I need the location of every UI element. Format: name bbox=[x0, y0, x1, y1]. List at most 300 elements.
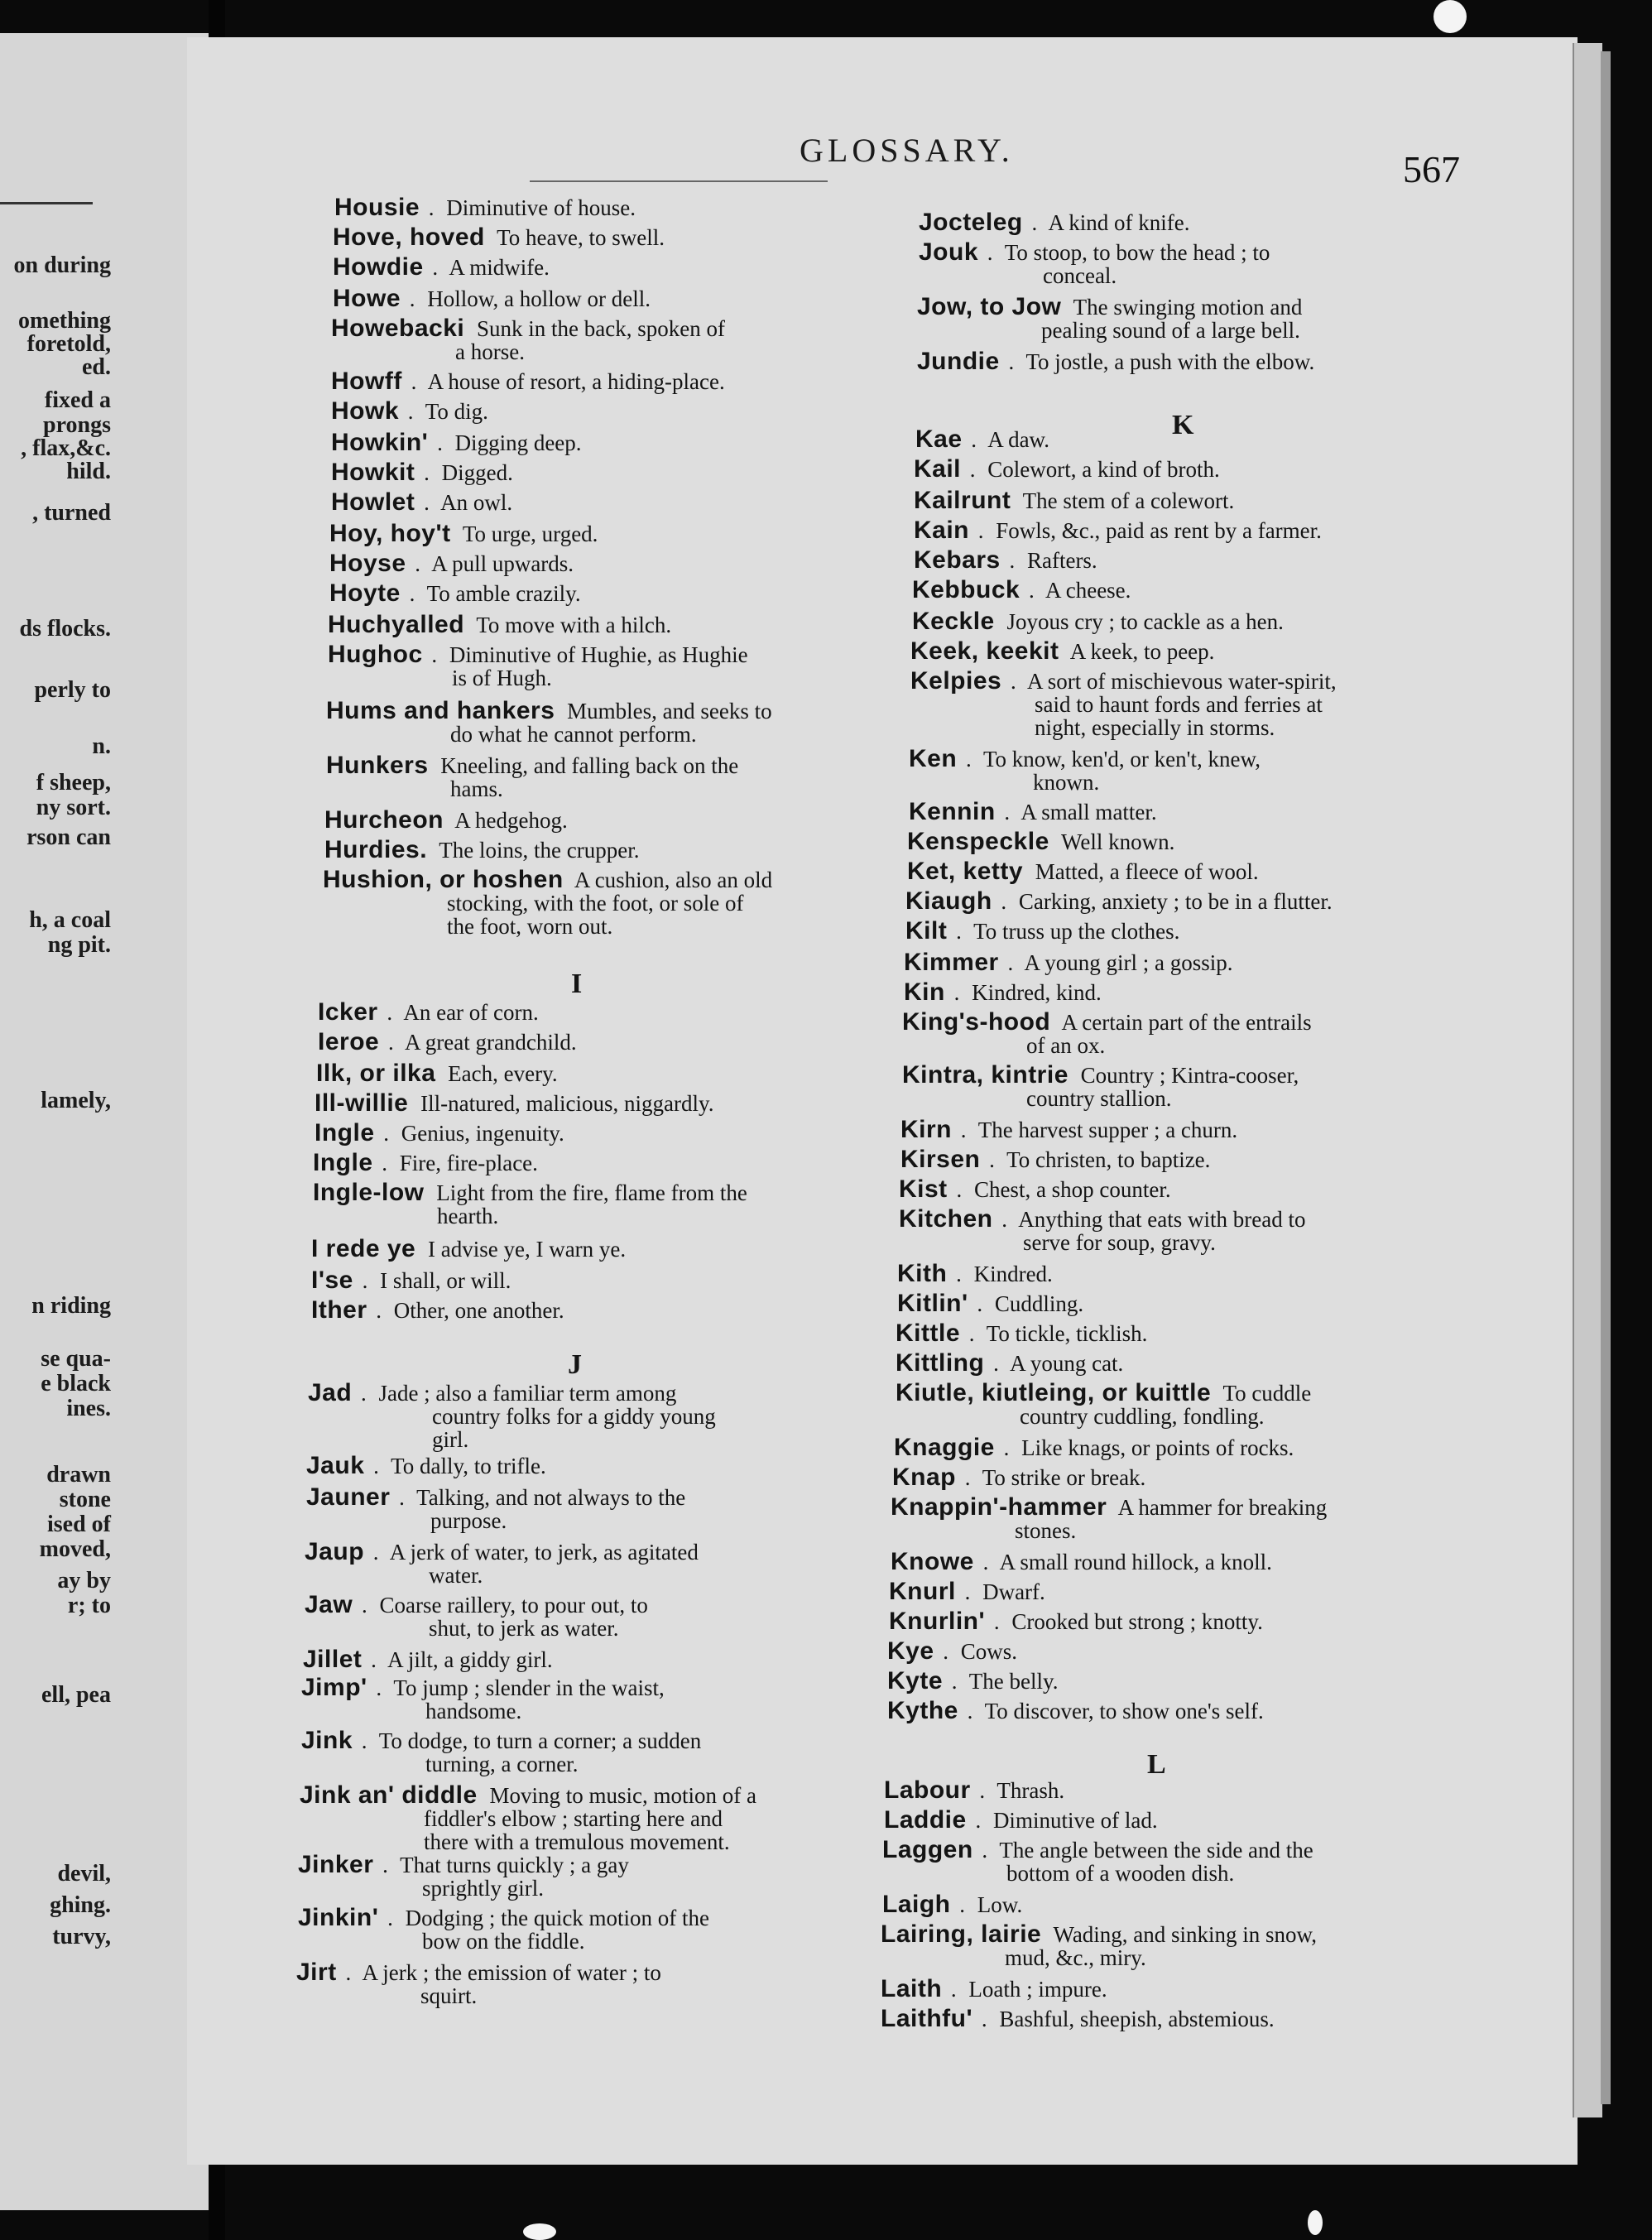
definition-text: I advise ye, I warn ye. bbox=[422, 1237, 627, 1262]
definition-text: Fowls, &c., paid as rent by a farmer. bbox=[990, 518, 1322, 543]
definition-text: Digging deep. bbox=[449, 430, 582, 455]
entry-separator: . bbox=[370, 1298, 382, 1323]
previous-page-text: perly to bbox=[34, 677, 111, 703]
definition-text: A jerk of water, to jerk, as agitated bbox=[385, 1540, 699, 1565]
glossary-entry bbox=[329, 522, 598, 546]
headword: Howk bbox=[331, 397, 400, 425]
definition-text: To amble crazily. bbox=[421, 581, 581, 606]
entry-separator: . bbox=[1001, 950, 1014, 975]
previous-page-text: devil, bbox=[57, 1861, 111, 1887]
headword: Ket, ketty bbox=[907, 858, 1024, 885]
previous-page-text: ised of bbox=[47, 1512, 111, 1537]
glossary-entry bbox=[301, 1676, 665, 1723]
glossary-entry bbox=[301, 1729, 701, 1776]
headword: Jad bbox=[308, 1379, 353, 1406]
glossary-entry bbox=[887, 1637, 1018, 1665]
definition-text: Coarse raillery, to pour out, to bbox=[373, 1593, 648, 1618]
headword: Ieroe bbox=[318, 1028, 380, 1055]
definition-text: the foot, worn out. bbox=[447, 914, 613, 939]
definition-text: said to haunt fords and ferries at bbox=[1035, 692, 1323, 717]
definition-text: A hammer for breaking bbox=[1113, 1495, 1328, 1520]
headword: Laddie bbox=[884, 1806, 967, 1834]
glossary-entry bbox=[904, 951, 1232, 974]
headword: Laithfu' bbox=[881, 2005, 973, 2032]
glossary-entry bbox=[907, 830, 1174, 853]
entry-separator: . bbox=[976, 2007, 987, 2031]
glossary-entry bbox=[910, 637, 1215, 665]
previous-page-text: ay by bbox=[57, 1568, 111, 1593]
headword: Ken bbox=[909, 745, 958, 772]
definition-text: bow on the fiddle. bbox=[422, 1929, 585, 1954]
glossary-entry bbox=[881, 1920, 1318, 1970]
glossary-entry bbox=[331, 397, 488, 425]
glossary-entry bbox=[891, 1550, 1272, 1574]
entry-separator: . bbox=[958, 1579, 971, 1604]
entry-separator: . bbox=[1003, 548, 1016, 573]
definition-text: Diminutive of Hughie, as Hughie bbox=[444, 642, 748, 667]
glossary-entry bbox=[897, 1292, 1083, 1315]
entry-separator: . bbox=[971, 1291, 983, 1316]
definition-text: Ill-natured, malicious, niggardly. bbox=[415, 1091, 714, 1116]
entry-separator: . bbox=[972, 518, 984, 543]
entry-separator: . bbox=[976, 1838, 988, 1863]
headword: Jundie bbox=[917, 348, 1000, 375]
entry-separator: . bbox=[998, 800, 1011, 824]
glossary-entry bbox=[914, 455, 1220, 483]
definition-text: country folks for a giddy young bbox=[432, 1404, 716, 1429]
definition-text: serve for soup, gravy. bbox=[1023, 1230, 1216, 1255]
glossary-entry bbox=[894, 1436, 1294, 1459]
headword: Laigh bbox=[882, 1891, 951, 1918]
glossary-entry bbox=[331, 461, 513, 484]
entry-separator: . bbox=[356, 1593, 367, 1618]
headword: Kelpies bbox=[910, 667, 1002, 695]
entry-separator: . bbox=[370, 1675, 382, 1700]
headword: Knurl bbox=[889, 1578, 956, 1605]
previous-page-text: foretold, bbox=[26, 331, 111, 357]
glossary-entry bbox=[315, 1119, 564, 1146]
glossary-entry bbox=[915, 425, 1050, 453]
headword: Kiutle, kiutleing, or kuittle bbox=[896, 1379, 1212, 1406]
entry-separator: . bbox=[945, 1977, 957, 2002]
definition-text: The angle between the side and the bbox=[994, 1838, 1313, 1863]
headword: Kain bbox=[914, 517, 970, 544]
definition-text: night, especially in storms. bbox=[1035, 715, 1275, 740]
headword: Hushion, or hoshen bbox=[323, 866, 564, 893]
headword: Ilk, or ilka bbox=[316, 1060, 436, 1087]
definition-text: do what he cannot perform. bbox=[450, 722, 697, 747]
definition-text: Thrash. bbox=[992, 1778, 1065, 1803]
headword: Ingle bbox=[315, 1119, 375, 1146]
definition-text: A sort of mischievous water-spirit, bbox=[1022, 669, 1337, 694]
entry-separator: . bbox=[1025, 210, 1038, 235]
definition-text: A certain part of the entrails bbox=[1057, 1010, 1312, 1035]
previous-page-text: omething bbox=[18, 308, 111, 334]
headword: Jocteleg bbox=[919, 209, 1023, 236]
glossary-entry bbox=[899, 1205, 1306, 1255]
definition-text: A cheese. bbox=[1040, 578, 1131, 603]
headword: Kirsen bbox=[900, 1146, 981, 1173]
glossary-entry bbox=[296, 1961, 661, 2007]
headword: Jauk bbox=[306, 1452, 365, 1479]
headword: Howlet bbox=[331, 488, 415, 516]
headword: Hove, hoved bbox=[333, 224, 485, 251]
glossary-entry bbox=[331, 488, 513, 516]
headword: Jaw bbox=[305, 1591, 353, 1618]
definition-text: Well known. bbox=[1055, 829, 1175, 854]
entry-separator: . bbox=[996, 1207, 1008, 1232]
glossary-entry bbox=[300, 1781, 756, 1854]
glossary-entry bbox=[884, 1776, 1065, 1804]
definition-text: Kneeling, and falling back on the bbox=[435, 753, 739, 778]
definition-text: Rafters. bbox=[1021, 548, 1097, 573]
glossary-entry bbox=[324, 806, 568, 834]
headword: Icker bbox=[318, 998, 378, 1026]
glossary-entry bbox=[326, 754, 738, 800]
entry-separator: . bbox=[377, 1853, 388, 1877]
previous-page-text: ed. bbox=[82, 354, 111, 380]
entry-separator: . bbox=[950, 1177, 963, 1202]
definition-text: Diminutive of house. bbox=[440, 195, 636, 220]
entry-separator: . bbox=[376, 1151, 388, 1175]
entry-separator: . bbox=[997, 1435, 1010, 1460]
definition-text: A hedgehog. bbox=[450, 808, 568, 833]
definition-text: To jump ; slender in the waist, bbox=[388, 1675, 665, 1700]
previous-page-text: hild. bbox=[66, 459, 111, 484]
definition-text: Sunk in the back, spoken of bbox=[471, 316, 725, 341]
glossary-entry bbox=[882, 1836, 1313, 1886]
entry-separator: . bbox=[982, 240, 993, 265]
definition-text: To dodge, to turn a corner; a sudden bbox=[373, 1728, 702, 1753]
definition-text: To stoop, to bow the head ; to bbox=[999, 240, 1270, 265]
definition-text: Crooked but strong ; knotty. bbox=[1006, 1609, 1263, 1634]
entry-separator: . bbox=[948, 980, 960, 1005]
headword: Keek, keekit bbox=[910, 637, 1059, 665]
headword: Knap bbox=[892, 1464, 956, 1491]
definition-text: Carking, anxiety ; to be in a flutter. bbox=[1013, 889, 1333, 914]
definition-text: stocking, with the foot, or sole of bbox=[447, 891, 744, 916]
glossary-entry bbox=[917, 350, 1314, 373]
glossary-entry bbox=[887, 1699, 1264, 1723]
entry-separator: . bbox=[959, 1465, 971, 1490]
glossary-entry bbox=[318, 998, 539, 1026]
entry-separator: . bbox=[426, 255, 439, 280]
headword: Jinker bbox=[298, 1851, 374, 1878]
headword: Housie bbox=[334, 194, 420, 221]
glossary-entry bbox=[889, 1610, 1263, 1633]
previous-page-text: rson can bbox=[26, 824, 111, 850]
glossary-entry bbox=[897, 1262, 1053, 1286]
headword: Kimmer bbox=[904, 949, 999, 976]
previous-page-text: ines. bbox=[66, 1396, 111, 1421]
entry-separator: . bbox=[946, 1669, 958, 1694]
definition-text: is of Hugh. bbox=[452, 666, 552, 690]
entry-separator: . bbox=[381, 1000, 393, 1025]
previous-page-fragment bbox=[0, 33, 209, 2210]
section-letter: J bbox=[568, 1349, 582, 1380]
headword: Hurdies. bbox=[324, 836, 428, 863]
definition-text: Diminutive of lad. bbox=[987, 1808, 1158, 1833]
glossary-entry bbox=[328, 643, 748, 690]
glossary-entry bbox=[900, 1118, 1237, 1142]
definition-text: A great grandchild. bbox=[400, 1030, 577, 1055]
definition-text: To dally, to trifle. bbox=[385, 1454, 546, 1478]
definition-text: a horse. bbox=[455, 339, 525, 364]
glossary-entry bbox=[298, 1853, 629, 1900]
definition-text: The swinging motion and bbox=[1068, 295, 1303, 320]
entry-separator: . bbox=[960, 747, 972, 772]
glossary-entry bbox=[331, 431, 582, 454]
glossary-entry bbox=[905, 887, 1333, 915]
entry-separator: . bbox=[973, 1778, 986, 1803]
entry-separator: . bbox=[964, 457, 976, 482]
headword: Kintra, kintrie bbox=[902, 1061, 1069, 1089]
definition-text: An owl. bbox=[435, 490, 513, 515]
headword: Jauner bbox=[306, 1483, 391, 1511]
headword: Keckle bbox=[912, 608, 995, 635]
entry-separator: . bbox=[355, 1381, 367, 1406]
definition-text: known. bbox=[1033, 770, 1100, 795]
definition-text: To jostle, a push with the elbow. bbox=[1020, 349, 1315, 374]
glossary-entry bbox=[318, 1028, 577, 1055]
headword: Knurlin' bbox=[889, 1608, 986, 1635]
glossary-entry bbox=[914, 489, 1234, 512]
previous-page-text: ng pit. bbox=[47, 932, 111, 958]
definition-text: country stallion. bbox=[1026, 1086, 1172, 1111]
definition-text: Like knags, or points of rocks. bbox=[1016, 1435, 1294, 1460]
headword: Kailrunt bbox=[914, 487, 1011, 514]
headword: Ingle bbox=[313, 1149, 373, 1176]
headword: Hughoc bbox=[328, 641, 423, 668]
headword: Jinkin' bbox=[298, 1904, 379, 1931]
glossary-entry bbox=[896, 1319, 1148, 1347]
definition-text: The stem of a colewort. bbox=[1017, 488, 1235, 513]
entry-separator: . bbox=[955, 1118, 967, 1142]
glossary-entry bbox=[907, 860, 1259, 883]
definition-text: That turns quickly ; a gay bbox=[394, 1853, 629, 1877]
previous-page-text: h, a coal bbox=[29, 907, 111, 933]
headword: Kennin bbox=[909, 798, 996, 825]
glossary-entry bbox=[333, 287, 651, 310]
glossary-entry bbox=[323, 868, 772, 938]
headword: Kebbuck bbox=[912, 576, 1020, 603]
definition-text: Wading, and sinking in snow, bbox=[1048, 1922, 1318, 1947]
glossary-entry bbox=[896, 1379, 1312, 1429]
definition-text: country cuddling, fondling. bbox=[1020, 1404, 1265, 1429]
entry-separator: . bbox=[983, 1147, 995, 1172]
definition-text: To move with a hilch. bbox=[471, 613, 672, 637]
definition-text: sprightly girl. bbox=[422, 1876, 544, 1901]
definition-text: turning, a corner. bbox=[425, 1752, 579, 1776]
entry-separator: . bbox=[382, 1030, 394, 1055]
definition-text: Mumbles, and seeks to bbox=[561, 699, 772, 723]
previous-page-text: ell, pea bbox=[41, 1682, 111, 1708]
glossary-entry bbox=[315, 1089, 714, 1117]
glossary-entry bbox=[334, 196, 636, 219]
previous-page-text: n. bbox=[92, 733, 111, 759]
glossary-entry bbox=[311, 1235, 627, 1262]
headword: Knappin'-hammer bbox=[891, 1493, 1107, 1521]
definition-text: Bashful, sheepish, abstemious. bbox=[993, 2007, 1275, 2031]
definition-text: A jilt, a giddy girl. bbox=[382, 1647, 553, 1672]
headword: Jink an' diddle bbox=[300, 1781, 478, 1809]
entry-separator: . bbox=[1005, 669, 1016, 694]
page-edge bbox=[1573, 43, 1602, 2117]
glossary-entry bbox=[298, 1906, 709, 1953]
definition-text: Low. bbox=[972, 1892, 1023, 1917]
previous-page-text: fixed a bbox=[44, 387, 111, 413]
glossary-entry bbox=[919, 238, 1270, 288]
entry-separator: . bbox=[977, 1550, 989, 1574]
definition-text: Light from the fire, flame from the bbox=[430, 1180, 747, 1205]
glossary-entry bbox=[902, 1008, 1312, 1058]
glossary-entry bbox=[306, 1483, 686, 1533]
headword: Ither bbox=[311, 1296, 367, 1324]
definition-text: To heave, to swell. bbox=[491, 225, 665, 250]
glossary-entry bbox=[910, 667, 1337, 740]
glossary-entry bbox=[305, 1593, 648, 1640]
glossary-entry bbox=[896, 1349, 1124, 1377]
definition-text: A jerk ; the emission of water ; to bbox=[358, 1960, 661, 1985]
definition-text: A small round hillock, a knoll. bbox=[995, 1550, 1272, 1574]
glossary-entry bbox=[891, 1493, 1328, 1543]
entry-separator: . bbox=[339, 1960, 352, 1985]
definition-text: stones. bbox=[1015, 1518, 1077, 1543]
definition-text: Colewort, a kind of broth. bbox=[982, 457, 1220, 482]
definition-text: Loath ; impure. bbox=[963, 1977, 1107, 2002]
entry-separator: . bbox=[405, 369, 417, 394]
entry-separator: . bbox=[425, 642, 438, 667]
definition-text: A keek, to peep. bbox=[1065, 639, 1215, 664]
entry-separator: . bbox=[393, 1485, 405, 1510]
headword: Howff bbox=[331, 368, 402, 395]
film-scratch bbox=[1308, 2210, 1323, 2235]
definition-text: I shall, or will. bbox=[374, 1268, 511, 1293]
definition-text: The harvest supper ; a churn. bbox=[972, 1118, 1238, 1142]
entry-separator: . bbox=[403, 581, 415, 606]
definition-text: Joyous cry ; to cackle as a hen. bbox=[1001, 609, 1284, 634]
glossary-entry bbox=[919, 211, 1189, 234]
previous-page-text: drawn bbox=[46, 1462, 111, 1488]
definition-text: squirt. bbox=[420, 1983, 478, 2008]
previous-page-text: , turned bbox=[32, 500, 111, 526]
glossary-entry bbox=[902, 1061, 1299, 1111]
headword: King's-hood bbox=[902, 1008, 1051, 1036]
glossary-entry bbox=[303, 1648, 553, 1671]
entry-separator: . bbox=[969, 1808, 982, 1833]
definition-text: fiddler's elbow ; starting here and bbox=[424, 1806, 723, 1831]
glossary-entry bbox=[899, 1175, 1171, 1203]
definition-text: Chest, a shop counter. bbox=[968, 1177, 1171, 1202]
glossary-entry bbox=[905, 917, 1180, 945]
definition-text: hams. bbox=[450, 776, 503, 801]
headword: Kye bbox=[887, 1637, 934, 1665]
definition-text: To christen, to baptize. bbox=[1001, 1147, 1211, 1172]
previous-page-text: lamely, bbox=[41, 1088, 111, 1113]
headword: Kittle bbox=[896, 1319, 960, 1347]
page-edge-shadow bbox=[1601, 51, 1611, 2104]
headword: Hoyte bbox=[329, 579, 401, 607]
headword: Jaup bbox=[305, 1538, 365, 1565]
glossary-entry bbox=[311, 1296, 564, 1324]
definition-text: Digged. bbox=[435, 460, 513, 485]
headword: Kittling bbox=[896, 1349, 985, 1377]
headword: Jimp' bbox=[301, 1674, 367, 1701]
headword: Knaggie bbox=[894, 1434, 995, 1461]
previous-page-text: ny sort. bbox=[36, 795, 111, 820]
glossary-entry bbox=[329, 579, 581, 607]
headword: Kitchen bbox=[899, 1205, 993, 1233]
previous-page-text: f sheep, bbox=[36, 770, 111, 796]
headword: Kebars bbox=[914, 546, 1001, 574]
entry-separator: . bbox=[937, 1639, 949, 1664]
entry-separator: . bbox=[431, 430, 443, 455]
headword: Howebacki bbox=[331, 315, 465, 342]
definition-text: Kindred, kind. bbox=[966, 980, 1102, 1005]
headword: I'se bbox=[311, 1267, 353, 1294]
glossary-entry bbox=[914, 519, 1322, 542]
previous-page-text: r; to bbox=[67, 1593, 111, 1618]
definition-text: To know, ken'd, or ken't, knew, bbox=[977, 747, 1261, 772]
headword: Kitlin' bbox=[897, 1290, 968, 1317]
glossary-entry bbox=[333, 226, 665, 249]
previous-page-text: ghing. bbox=[50, 1892, 111, 1918]
glossary-entry bbox=[306, 1454, 546, 1478]
headword: Jink bbox=[301, 1727, 353, 1754]
glossary-entry bbox=[892, 1466, 1145, 1489]
glossary-entry bbox=[333, 253, 550, 281]
definition-text: Fire, fire-place. bbox=[394, 1151, 538, 1175]
previous-page-text: stone bbox=[59, 1487, 111, 1512]
definition-text: To dig. bbox=[420, 399, 488, 424]
definition-text: Jade ; also a familiar term among bbox=[372, 1381, 677, 1406]
definition-text: A cushion, also an old bbox=[569, 868, 773, 892]
glossary-entry bbox=[311, 1269, 511, 1292]
glossary-entry bbox=[909, 747, 1261, 794]
glossary-entry bbox=[328, 613, 671, 637]
definition-text: Cuddling. bbox=[989, 1291, 1084, 1316]
definition-text: Genius, ingenuity. bbox=[396, 1121, 564, 1146]
headword: Kythe bbox=[887, 1697, 958, 1724]
definition-text: To tickle, ticklish. bbox=[981, 1321, 1148, 1346]
glossary-entry bbox=[308, 1379, 716, 1452]
headword: Kist bbox=[899, 1175, 948, 1203]
definition-text: The loins, the crupper. bbox=[434, 838, 640, 863]
definition-text: To strike or break. bbox=[977, 1465, 1146, 1490]
definition-text: An ear of corn. bbox=[399, 1000, 539, 1025]
entry-separator: . bbox=[404, 286, 415, 311]
headword: Hurcheon bbox=[324, 806, 444, 834]
glossary-entry bbox=[881, 2007, 1275, 2031]
previous-page-text: se qua- bbox=[41, 1346, 111, 1372]
definition-text: of an ox. bbox=[1026, 1033, 1106, 1058]
definition-text: The belly. bbox=[963, 1669, 1059, 1694]
entry-separator: . bbox=[356, 1268, 368, 1293]
headword: Kyte bbox=[887, 1667, 944, 1694]
glossary-entry bbox=[882, 1893, 1022, 1916]
headword: I rede ye bbox=[311, 1235, 416, 1262]
definition-text: A small matter. bbox=[1016, 800, 1157, 824]
entry-separator: . bbox=[418, 460, 430, 485]
glossary-entry bbox=[900, 1148, 1210, 1171]
entry-separator: . bbox=[950, 1262, 962, 1286]
entry-separator: . bbox=[963, 1321, 975, 1346]
headword: Howkin' bbox=[331, 429, 429, 456]
section-letter: I bbox=[571, 969, 583, 999]
headword: Jow, to Jow bbox=[917, 293, 1062, 320]
definition-text: pealing sound of a large bell. bbox=[1041, 318, 1300, 343]
definition-text: Kindred. bbox=[968, 1262, 1053, 1286]
